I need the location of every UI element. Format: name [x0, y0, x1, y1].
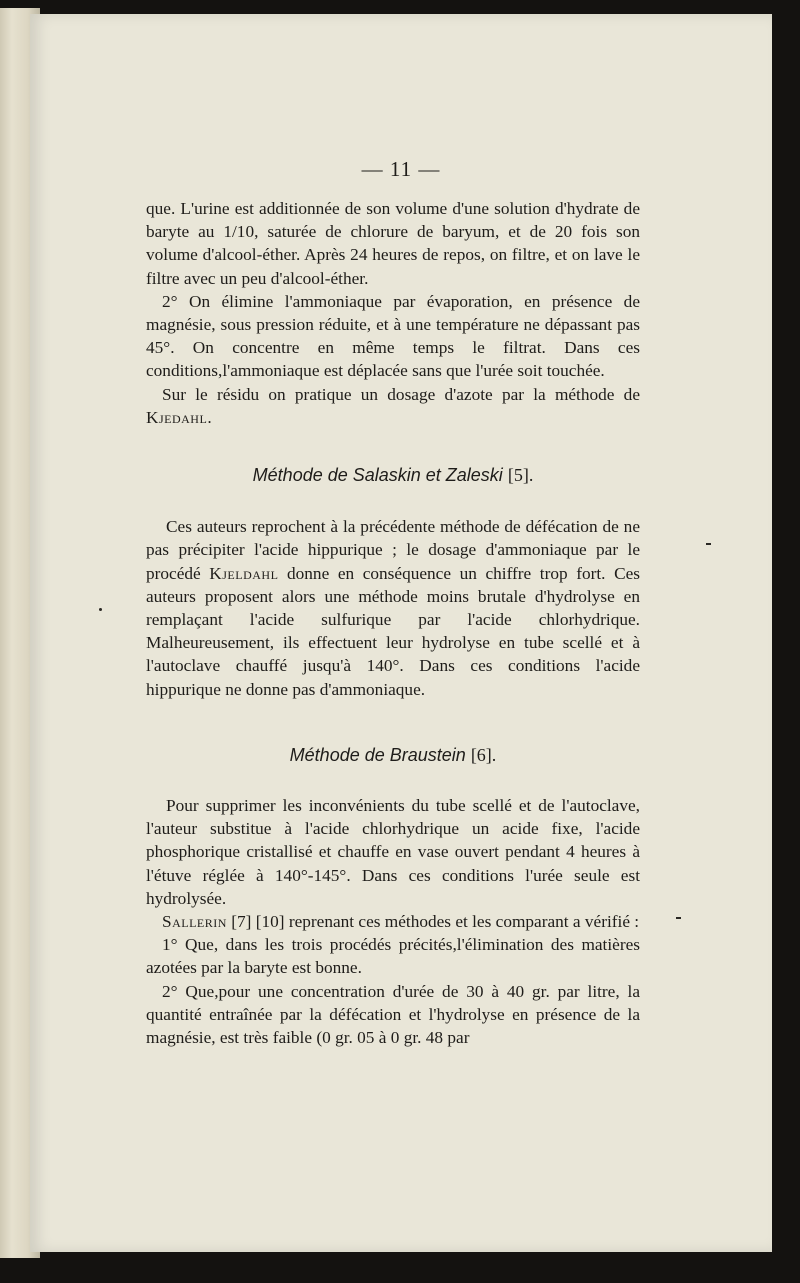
paragraph-text: Sur le résidu on pratique un dosage d'azote par la méthode de — [162, 384, 640, 404]
paragraph: Pour supprimer les inconvénients du tube scellé et de l'autoclave, l'auteur substitue à l'acide chlorhydrique un acide fixe, l'acide phosphorique cristallisé et chauffe en vase ouvert pendant 4 heures à l'étuve réglée à 140°-145°. Dans ces conditions l'urée seule est hydrolysée. — [146, 796, 640, 908]
section-title: Méthode de Braustein — [289, 744, 466, 765]
paragraph-text: . — [207, 407, 212, 427]
paragraph: que. L'urine est additionnée de son volume d'une solution d'hydrate de baryte au 1/10, saturée de chlorure de baryum, et de 20 fois son volume d'alcool-éther. Après 24 heures de repos, on filtre, et on lave le filtre avec un peu d'alcool-éther. — [146, 199, 640, 288]
book-page — [30, 14, 772, 1252]
reference: [5]. — [507, 465, 534, 486]
paragraph: 2° On élimine l'ammoniaque par évaporation, en présence de magnésie, sous pression réduite, et à une température ne dépassant pas 45°. On concentre en même temps le filtrat. Dans ces conditions,l'ammoniaque est déplacée sans que l'urée soit touchée. — [146, 291, 640, 381]
reference: [6]. — [470, 744, 497, 765]
page-number: — 11 — — [361, 157, 441, 181]
author-name: Kjeldahl — [209, 563, 279, 583]
paragraph-text: Ces auteurs reprochent à la précédente méthode de défécation de ne pas précipiter l'acide hippurique ; le dosage d'ammoniaque par le procédé — [146, 517, 640, 583]
paragraph — [146, 515, 640, 701]
margin-mark — [676, 917, 681, 919]
margin-mark — [706, 543, 711, 545]
margin-mark — [99, 608, 102, 611]
author-name: Sallerin — [162, 912, 227, 932]
author-name: Kjedahl — [146, 407, 208, 427]
paragraph: 2° Que,pour une concentration d'urée de 30 à 40 gr. par litre, la quantité entraînée par la défécation et l'hydrolyse en présence de la magnésie, est très faible (0 gr. 05 à 0 gr. 48 par — [146, 981, 640, 1048]
section-title: Méthode de Salaskin et Zaleski — [252, 465, 503, 486]
paragraph — [146, 383, 640, 429]
page-content — [146, 197, 640, 1049]
paragraph-text: [7] [10] reprenant ces méthodes et les comparant a vérifié : — [226, 912, 640, 932]
section-heading — [146, 464, 640, 487]
section-heading — [146, 744, 640, 767]
paragraph: 1° Que, dans les trois procédés précités,l'élimination des matières azotées par la baryte est bonne. — [146, 935, 640, 978]
paragraph-text: donne en conséquence un chiffre trop fort. Ces auteurs proposent alors une méthode moins brutale d'hydrolyse en remplaçant l'acide sulfurique par l'acide chlorhydrique. Malheureusement, ils effectuent leur hydrolyse en tube scellé et à l'autoclave chauffé jusqu'à 140°. Dans ces conditions l'acide hippurique ne donne pas d'ammoniaque. — [146, 563, 640, 699]
paragraph — [146, 910, 640, 933]
